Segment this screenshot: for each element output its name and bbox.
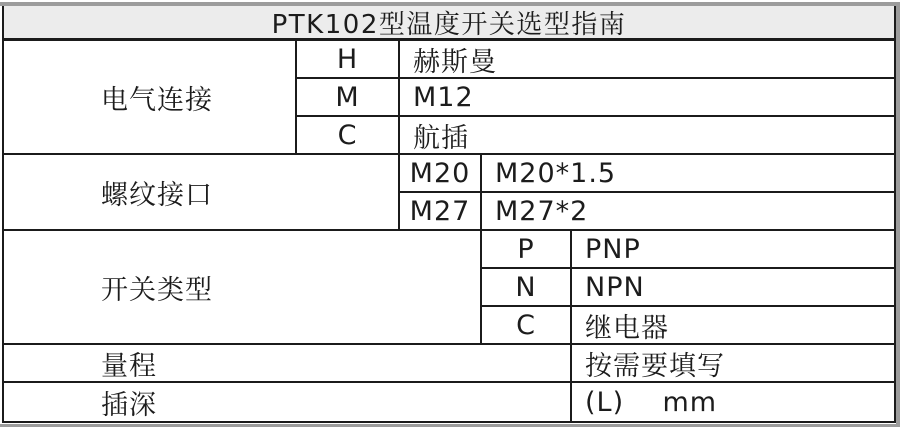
switch-code-c: C — [482, 307, 572, 345]
thread-value-m27: M27*2 — [482, 193, 894, 231]
switch-code-n: N — [482, 269, 572, 307]
switch-value-pnp: PNP — [572, 231, 894, 269]
section-label-switch-type: 开关类型 — [4, 231, 482, 345]
thread-value-m20: M20*1.5 — [482, 155, 894, 193]
switch-code-p: P — [482, 231, 572, 269]
row-label-insertion-depth: 插深 — [4, 383, 572, 421]
switch-value-npn: NPN — [572, 269, 894, 307]
electrical-code-c: C — [297, 117, 400, 155]
section-label-electrical-connection: 电气连接 — [4, 41, 297, 155]
row-value-insertion-depth: (L) mm — [572, 383, 894, 421]
frame-shadow-right — [896, 2, 900, 427]
electrical-value-aviation-plug: 航插 — [400, 117, 894, 155]
table-title: PTK102型温度开关选型指南 — [4, 6, 894, 41]
electrical-code-h: H — [297, 41, 400, 79]
row-value-measuring-range: 按需要填写 — [572, 345, 894, 383]
electrical-value-hirschmann: 赫斯曼 — [400, 41, 894, 79]
switch-value-relay: 继电器 — [572, 307, 894, 345]
electrical-value-m12: M12 — [400, 79, 894, 117]
electrical-code-m: M — [297, 79, 400, 117]
row-label-measuring-range: 量程 — [4, 345, 572, 383]
table-grid — [2, 6, 896, 423]
thread-code-m20: M20 — [400, 155, 482, 193]
section-label-thread-interface: 螺纹接口 — [4, 155, 400, 231]
thread-code-m27: M27 — [400, 193, 482, 231]
